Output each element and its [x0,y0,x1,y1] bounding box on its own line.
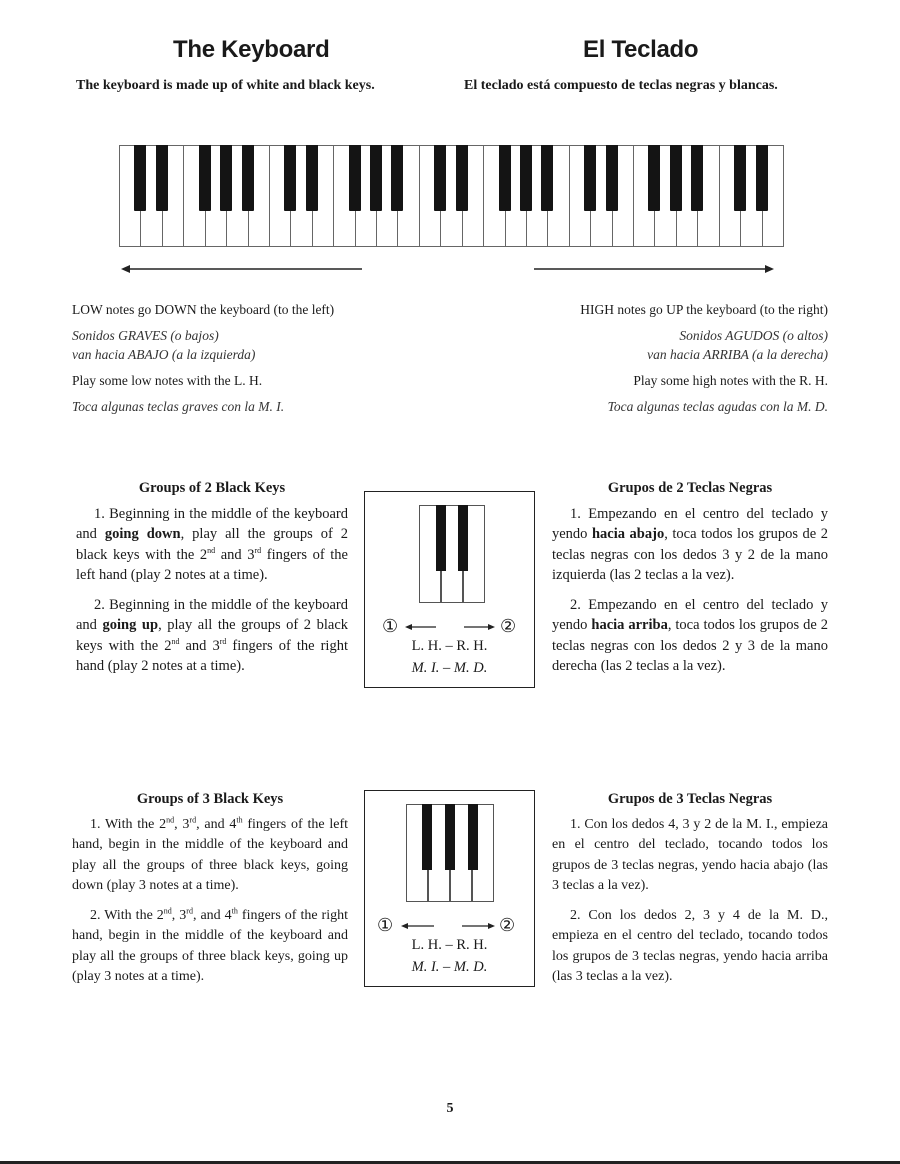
black-key-3 [458,505,468,571]
black-key [156,145,168,211]
arrow-left-icon [401,921,435,931]
groups2-heading-es: Grupos de 2 Teclas Negras [607,480,773,496]
black-key-2 [436,505,446,571]
black-key [284,145,296,211]
high-notes-es-line1: Sonidos AGUDOS (o altos) [679,328,828,343]
high-notes-es-line2: van hacia ARRIBA (a la derecha) [647,347,828,362]
page-title-es: El Teclado [583,36,699,63]
hands-label-es: M. I. – M. D. [411,660,488,676]
hands-label-en: L. H. – R. H. [411,937,488,953]
subtitle-es: El teclado está compuesto de teclas negras y blancas. [464,78,778,93]
black-key [691,145,703,211]
groups2-es-column [552,480,828,686]
left-arrow-icon [120,262,370,276]
black-key [606,145,618,211]
low-notes-en: LOW notes go DOWN the keyboard (to the left) [72,302,335,317]
finger-2-right-icon: ② [500,616,517,637]
groups3-es-paragraph-1: 1. Con los dedos 4, 3 y 2 de la M. I., empieza en el centro del teclado, tocando todos los grupos de 3 teclas negras, yendo hacia abajo (las 3 teclas a la vez). [552,817,828,893]
keyboard-illustration [119,145,783,247]
black-key [370,145,382,211]
groups3-en-column [72,791,348,997]
low-play-es: Toca algunas teclas graves con la M. I. [72,399,285,414]
black-key [670,145,682,211]
groups3-en-paragraph-2: 2. With the 2nd, 3rd, and 4th fingers of the right hand, begin in the middle of the keyboard and play all the groups of three black keys, going up (play 3 notes at a time). [72,906,348,985]
three-black-keys-illustration [406,804,494,902]
arrow-left-icon [405,622,437,632]
high-notes-en: HIGH notes go UP the keyboard (to the right) [580,302,828,317]
low-notes-es-line1: Sonidos GRAVES (o bajos) [72,328,219,343]
groups2-es-paragraph-1: 1. Empezando en el centro del teclado y yendo hacia abajo, toca todos los grupos de 2 teclas negras con los dedos 3 y 2 de la mano izquierda (las 2 teclas a la vez). [552,506,828,583]
high-play-en: Play some high notes with the R. H. [633,373,828,388]
black-key [199,145,211,211]
finger-2-left-icon: ① [382,616,399,637]
arrow-right-icon [463,622,495,632]
black-key [391,145,403,211]
groups3-en-paragraph-1: 1. With the 2nd, 3rd, and 4th fingers of the left hand, begin in the middle of the keyboard and play all the groups of three black keys, going down (play 3 notes at a time). [72,815,349,893]
black-key [242,145,254,211]
hands-label-en: L. H. – R. H. [411,638,488,654]
hands-label-es: M. I. – M. D. [411,959,488,975]
black-key [734,145,746,211]
low-notes-es-line2: van hacia ABAJO (a la izquierda) [72,347,256,362]
black-key [134,145,146,211]
black-key-2 [422,804,432,870]
groups2-es-paragraph-2: 2. Empezando en el centro del teclado y yendo hacia arriba, toca todos los grupos de 2 teclas negras con los dedos 2 y 3 de la mano derecha (las 2 teclas a la vez). [552,597,829,675]
black-key [220,145,232,211]
black-key-4 [468,804,478,870]
groups2-en-paragraph-2: 2. Beginning in the middle of the keyboard and going up, play all the groups of 2 black keys with the 2nd and 3rd fingers of the right hand (play 2 notes at a time). [76,597,349,675]
black-key [584,145,596,211]
right-arrow-icon [532,262,776,276]
groups2-en-paragraph-1: 1. Beginning in the middle of the keyboard and going down, play all the groups of 2 black keys with the 2nd and 3rd fingers of the left hand (play 2 notes at a time). [76,506,348,583]
black-key [349,145,361,211]
groups2-heading-en: Groups of 2 Black Keys [138,480,286,496]
black-key [756,145,768,211]
black-key-3 [445,804,455,870]
black-key [520,145,532,211]
groups3-heading-en: Groups of 3 Black Keys [136,791,284,807]
finger-3-right-icon: ② [499,915,516,936]
high-play-es: Toca algunas teclas agudas con la M. D. [607,399,828,414]
two-key-diagram [364,491,535,688]
two-black-keys-illustration [419,505,485,603]
black-key [648,145,660,211]
low-play-en: Play some low notes with the L. H. [72,373,263,388]
black-key [499,145,511,211]
black-key [541,145,553,211]
three-key-diagram [364,790,535,987]
arrow-right-icon [461,921,495,931]
groups2-en-column [76,480,348,686]
groups3-es-paragraph-2: 2. Con los dedos 2, 3 y 4 de la M. D., empieza en el centro del teclado, tocando todos los grupos de 3 teclas negras, yendo hacia arriba (las 3 teclas a la vez). [552,908,828,985]
black-key [434,145,446,211]
page-title-en: The Keyboard [173,36,330,63]
groups3-es-column [552,791,828,997]
finger-3-left-icon: ① [377,915,394,936]
black-key [456,145,468,211]
subtitle-en: The keyboard is made up of white and black keys. [76,78,375,93]
black-key [306,145,318,211]
groups3-heading-es: Grupos de 3 Teclas Negras [607,791,773,807]
page-number: 5 [446,1101,454,1116]
